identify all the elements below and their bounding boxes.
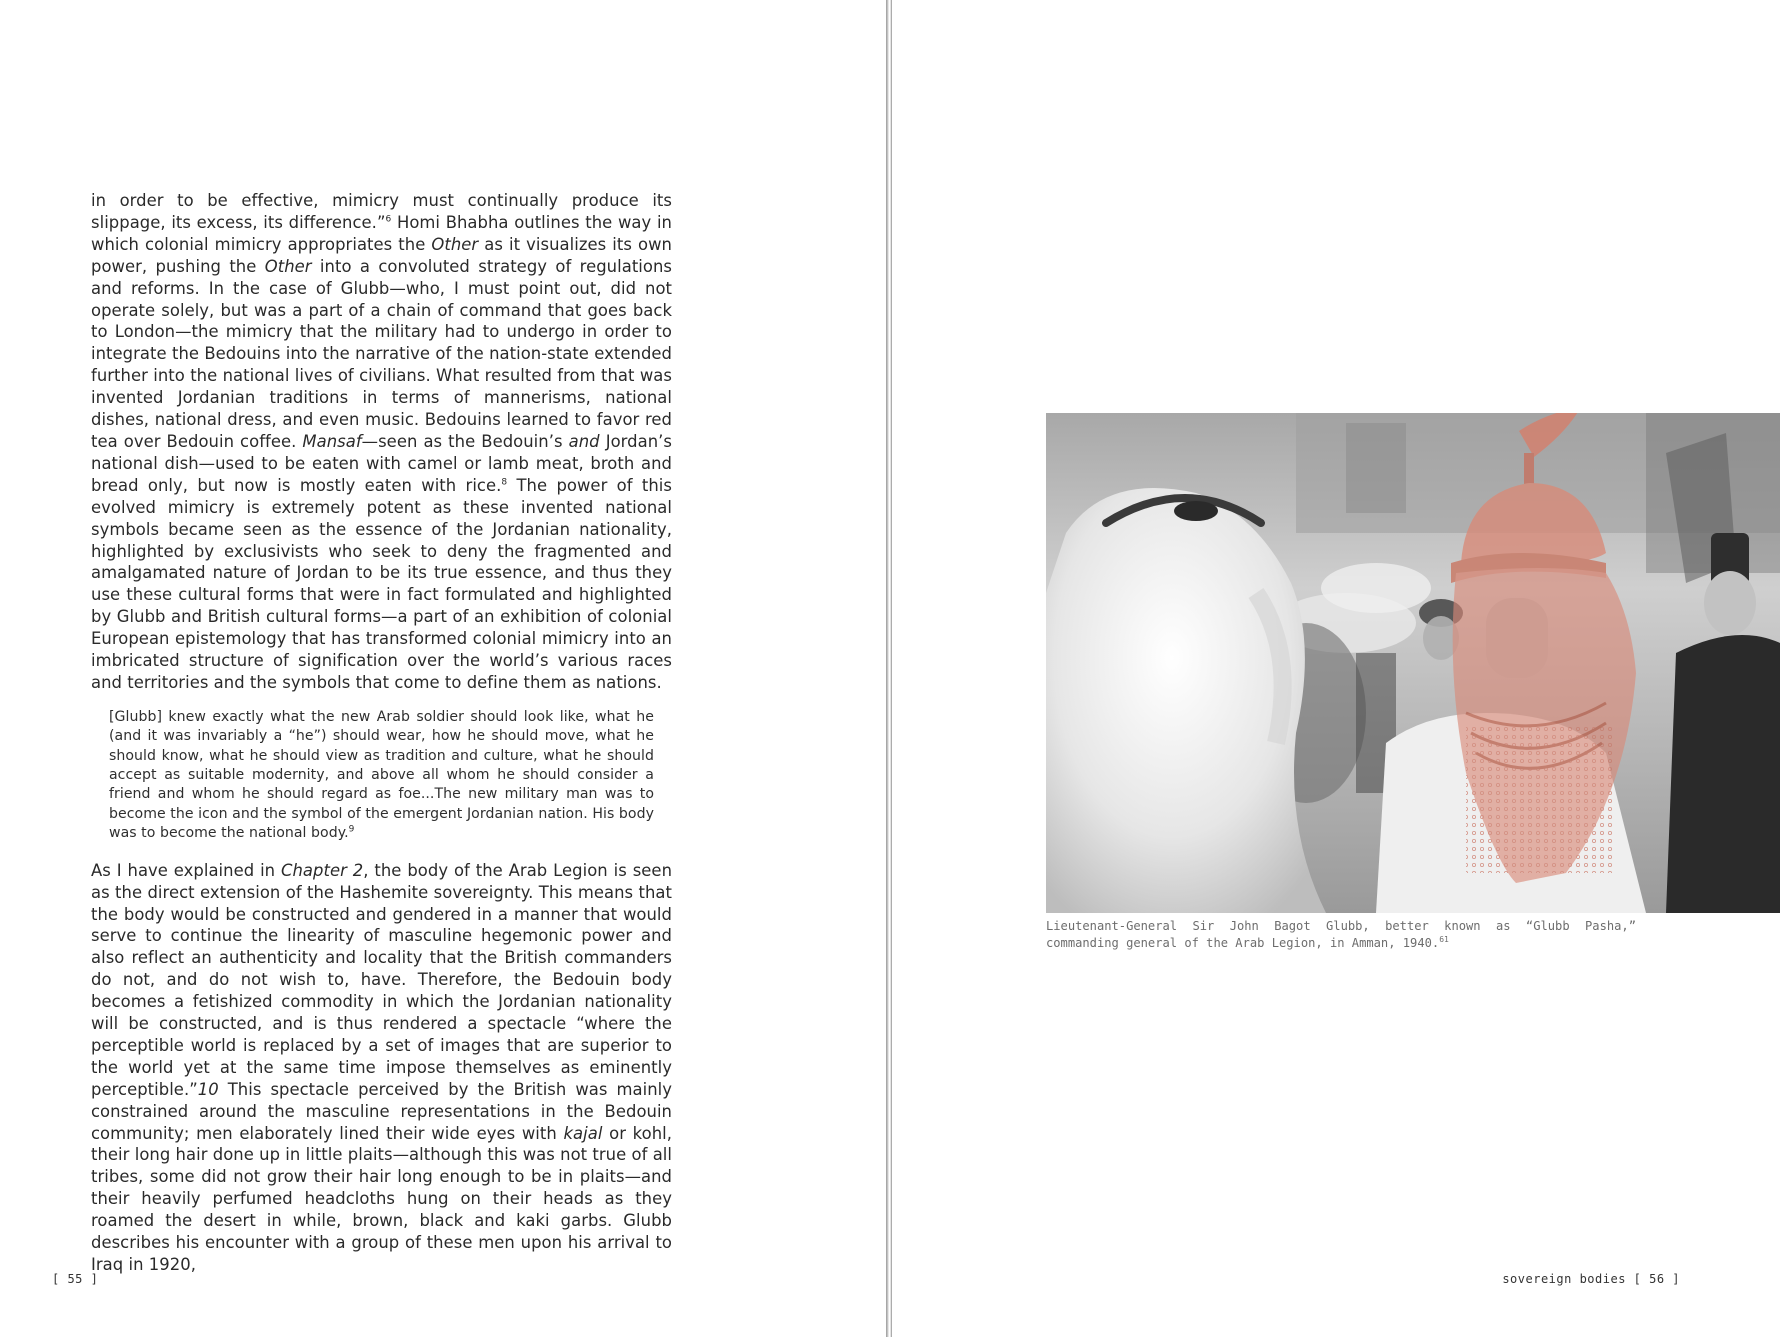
page-number-right: sovereign bodies [ 56 ] <box>1502 1272 1680 1286</box>
text-run: in order to be effective, mimicry must continually produce its slippage, its excess, its difference.” <box>91 191 672 232</box>
paragraph-1 <box>91 190 672 694</box>
text-run: , the body of the Arab Legion is seen as the direct extension of the Hashemite sovereignty. This means that the body would be constructed and gendered in a manner that would serve to continue the linearity of masculine hegemonic power and also reflect an authenticity and locality that the British commanders do not, and do not wish to, have. Therefore, the Bedouin body becomes a fetishized commodity in which the Jordanian nationality will be constructed, and is thus rendered a spectacle “where the perceptible world is replaced by a set of images that are superior to the world yet at the same time impose themselves as eminently perceptible.” <box>91 860 673 1099</box>
text-run: Homi Bhabha outlines the way in which colonial mimicry appropriates the <box>91 212 672 254</box>
historical-photograph <box>1046 413 1780 913</box>
photo-caption <box>1046 918 1636 952</box>
footnote-marker: 9 <box>348 824 355 835</box>
text-run: —seen as the Bedouin’s <box>361 431 569 451</box>
footnote-marker: 61 <box>1439 934 1449 944</box>
text-run: or kohl, their long hair done up in little plaits—although this was not true of all tribes, some did not grow their hair long enough to be in plaits—and their heavily perfumed headcloths hung on their heads as they roamed the desert in while, brown, black and kaki garbs. Glubb describes his encounter with a group of these men upon his arrival to Iraq in 1920, <box>91 1123 672 1274</box>
italic-text: Other <box>264 256 312 276</box>
text-run: as it visualizes its own power, pushing the <box>91 234 672 276</box>
text-run: [Glubb] knew exactly what the new Arab soldier should look like, what he (and it was invariably a “he”) should wear, how he should move, what he should know, what he should view as tradition and culture, what he should accept as suitable modernity, and above all whom he should consider a friend and whom he should regard as foe...The new military man was to become the icon and the symbol of the emergent Jordanian nation. His body was to become the national body. <box>109 708 654 842</box>
italic-text: 10 <box>197 1079 219 1099</box>
footnote-marker: 6 <box>385 214 392 225</box>
right-page <box>892 0 1780 1337</box>
text-run: As I have explained in <box>91 860 281 880</box>
text-run: This spectacle perceived by the British was mainly constrained around the masculine representations in the Bedouin community; men elaborately lined their wide eyes with <box>91 1079 672 1143</box>
block-quote <box>109 708 654 844</box>
italic-text: Mansaf <box>302 431 362 451</box>
text-run: Lieutenant-General Sir John Bagot Glubb, better known as “Glubb Pasha,” commanding general of the Arab Legion, in Amman, 1940. <box>1046 919 1636 950</box>
left-page <box>0 0 886 1337</box>
italic-text: and <box>568 431 600 451</box>
page-number-left: [ 55 ] <box>52 1272 99 1286</box>
body-text <box>91 190 672 1276</box>
text-run: The power of this evolved mimicry is extremely potent as these invented national symbols became seen as the essence of the Jordanian nationality, highlighted by exclusivists who seek to deny the fragmented and amalgamated nature of Jordan to be its true essence, and thus they use these cultural forms that were in fact formulated and highlighted by Glubb and British cultural forms—a part of an exhibition of colonial European epistemology that has transformed colonial mimicry into an imbricated structure of signification over the world’s various races and territories and the symbols that come to define them as nations. <box>91 475 672 692</box>
italic-text: Other <box>431 234 479 254</box>
italic-text: kajal <box>563 1123 603 1143</box>
paragraph-2 <box>91 860 672 1276</box>
italic-text: Chapter 2 <box>281 860 364 880</box>
text-run: Jordan’s national dish—used to be eaten with camel or lamb meat, broth and bread only, but now is mostly eaten with rice. <box>91 431 672 495</box>
footnote-marker: 8 <box>501 477 508 488</box>
photo-illustration <box>1046 413 1780 913</box>
text-run: into a convoluted strategy of regulations and reforms. In the case of Glubb—who, I must point out, did not operate solely, but was a part of a chain of command that goes back to London—the mimicry that the military had to undergo in order to integrate the Bedouins into the narrative of the nation-state extended further into the national lives of civilians. What resulted from that was invented Jordanian traditions in terms of mannerisms, national dishes, national dress, and even music. Bedouins learned to favor red tea over Bedouin coffee. <box>91 256 673 451</box>
